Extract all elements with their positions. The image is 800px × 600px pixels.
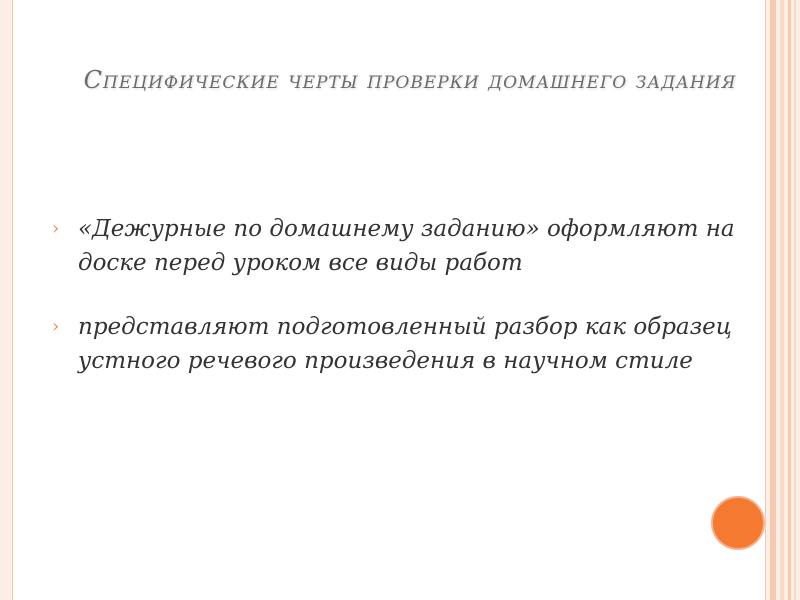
decorative-stripe [770,0,776,600]
list-item [52,212,752,280]
bullet-text: представляют подготовленный разбор как образец устного речевого произведения в научном стиле [78,314,732,374]
list-item [52,310,752,378]
chevron-icon: › [52,218,60,239]
slide-title: Специфические черты проверки домашнего задания [83,66,737,94]
decorative-stripe [780,0,784,600]
decorative-circle [713,498,763,548]
chevron-icon: › [52,316,60,337]
bullet-list [52,212,752,408]
bullet-text: «Дежурные по домашнему заданию» оформляют на доске перед уроком все виды работ [78,216,735,276]
decorative-stripe [788,0,791,600]
decorative-stripe [794,0,796,600]
